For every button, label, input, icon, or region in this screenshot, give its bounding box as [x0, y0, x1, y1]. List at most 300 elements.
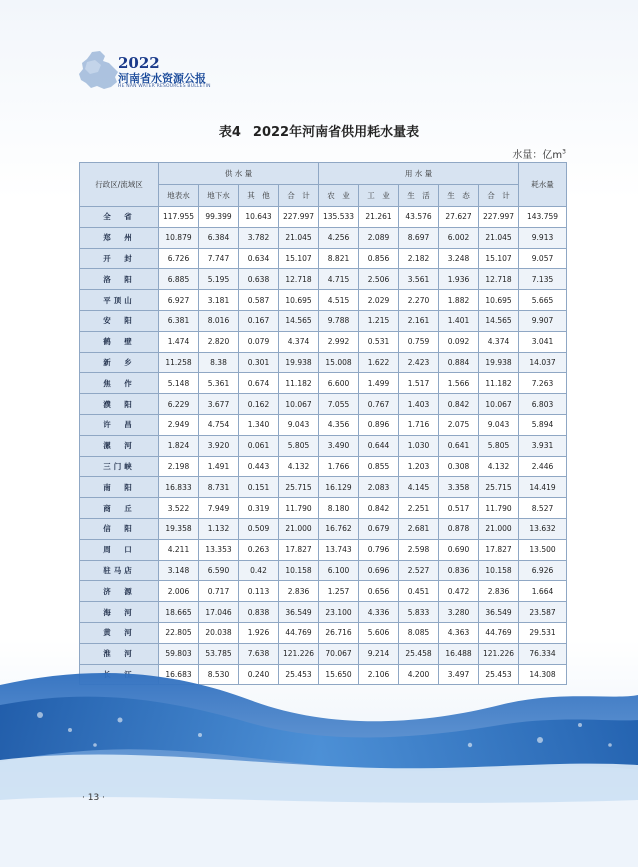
- value-cell: 5.361: [199, 373, 239, 394]
- value-cell: 1.716: [399, 414, 439, 435]
- value-cell: 2.083: [359, 477, 399, 498]
- value-cell: 27.627: [439, 207, 479, 228]
- value-cell: 21.045: [279, 227, 319, 248]
- row-region-cell: 周 口: [80, 539, 159, 560]
- value-cell: 23.587: [519, 602, 567, 623]
- value-cell: 5.606: [359, 622, 399, 643]
- value-cell: 1.664: [519, 581, 567, 602]
- value-cell: 0.301: [239, 352, 279, 373]
- supply-col-header: 地表水: [159, 185, 199, 207]
- value-cell: 14.308: [519, 664, 567, 685]
- table-row: [80, 518, 567, 539]
- value-cell: 11.182: [479, 373, 519, 394]
- row-region-cell: 商 丘: [80, 498, 159, 519]
- value-cell: 1.566: [439, 373, 479, 394]
- value-cell: 0.767: [359, 394, 399, 415]
- table-row: [80, 622, 567, 643]
- value-cell: 9.057: [519, 248, 567, 269]
- value-cell: 3.041: [519, 331, 567, 352]
- value-cell: 21.045: [479, 227, 519, 248]
- value-cell: 8.016: [199, 310, 239, 331]
- value-cell: 20.038: [199, 622, 239, 643]
- region-header: 行政区/流域区: [80, 163, 159, 207]
- value-cell: 3.522: [159, 498, 199, 519]
- value-cell: 6.590: [199, 560, 239, 581]
- value-cell: 0.717: [199, 581, 239, 602]
- supply-col-header: 地下水: [199, 185, 239, 207]
- value-cell: 10.158: [479, 560, 519, 581]
- row-region-cell: 淮 河: [80, 643, 159, 664]
- value-cell: 227.997: [279, 207, 319, 228]
- value-cell: 0.162: [239, 394, 279, 415]
- value-cell: 1.882: [439, 290, 479, 311]
- value-cell: 43.576: [399, 207, 439, 228]
- value-cell: 10.067: [479, 394, 519, 415]
- value-cell: 3.490: [319, 435, 359, 456]
- value-cell: 1.474: [159, 331, 199, 352]
- value-cell: 9.788: [319, 310, 359, 331]
- value-cell: 13.632: [519, 518, 567, 539]
- value-cell: 1.132: [199, 518, 239, 539]
- value-cell: 3.677: [199, 394, 239, 415]
- row-region-cell: 三门峡: [80, 456, 159, 477]
- value-cell: 9.043: [279, 414, 319, 435]
- value-cell: 25.458: [399, 643, 439, 664]
- value-cell: 121.226: [279, 643, 319, 664]
- value-cell: 5.833: [399, 602, 439, 623]
- value-cell: 1.936: [439, 269, 479, 290]
- value-cell: 1.215: [359, 310, 399, 331]
- value-cell: 14.037: [519, 352, 567, 373]
- bulletin-subtitle: HE NAN WATER RESOURCES BULLETIN: [118, 84, 211, 89]
- value-cell: 0.443: [239, 456, 279, 477]
- value-cell: 0.836: [439, 560, 479, 581]
- row-region-cell: 开 封: [80, 248, 159, 269]
- value-cell: 6.726: [159, 248, 199, 269]
- value-cell: 0.679: [359, 518, 399, 539]
- value-cell: 6.229: [159, 394, 199, 415]
- value-cell: 2.198: [159, 456, 199, 477]
- value-cell: 2.949: [159, 414, 199, 435]
- value-cell: 17.046: [199, 602, 239, 623]
- value-cell: 0.674: [239, 373, 279, 394]
- row-region-cell: 鹤 壁: [80, 331, 159, 352]
- value-cell: 4.374: [479, 331, 519, 352]
- henan-map-icon: [78, 50, 120, 90]
- value-cell: 5.195: [199, 269, 239, 290]
- value-cell: 0.167: [239, 310, 279, 331]
- value-cell: 21.261: [359, 207, 399, 228]
- table-row: [80, 539, 567, 560]
- value-cell: 8.527: [519, 498, 567, 519]
- bulletin-title: 河南省水资源公报: [118, 72, 206, 85]
- value-cell: 19.938: [479, 352, 519, 373]
- value-cell: 14.565: [279, 310, 319, 331]
- value-cell: 2.598: [399, 539, 439, 560]
- table-row: [80, 373, 567, 394]
- value-cell: 3.280: [439, 602, 479, 623]
- table-row: [80, 414, 567, 435]
- value-cell: 0.092: [439, 331, 479, 352]
- table-row: [80, 352, 567, 373]
- page-number: · 13 ·: [82, 793, 105, 803]
- value-cell: 4.374: [279, 331, 319, 352]
- value-cell: 2.836: [479, 581, 519, 602]
- value-cell: 3.931: [519, 435, 567, 456]
- value-cell: 14.565: [479, 310, 519, 331]
- value-cell: 5.665: [519, 290, 567, 311]
- value-cell: 4.363: [439, 622, 479, 643]
- value-cell: 0.587: [239, 290, 279, 311]
- value-cell: 1.766: [319, 456, 359, 477]
- value-cell: 13.353: [199, 539, 239, 560]
- value-cell: 59.803: [159, 643, 199, 664]
- value-cell: 70.067: [319, 643, 359, 664]
- value-cell: 10.879: [159, 227, 199, 248]
- value-cell: 0.884: [439, 352, 479, 373]
- value-cell: 2.527: [399, 560, 439, 581]
- value-cell: 7.949: [199, 498, 239, 519]
- table-row: [80, 269, 567, 290]
- value-cell: 15.008: [319, 352, 359, 373]
- value-cell: 5.894: [519, 414, 567, 435]
- value-cell: 11.790: [279, 498, 319, 519]
- value-cell: 2.251: [399, 498, 439, 519]
- value-cell: 0.856: [359, 248, 399, 269]
- value-cell: 8.697: [399, 227, 439, 248]
- value-cell: 6.384: [199, 227, 239, 248]
- value-cell: 1.926: [239, 622, 279, 643]
- value-cell: 0.878: [439, 518, 479, 539]
- value-cell: 16.129: [319, 477, 359, 498]
- value-cell: 25.453: [479, 664, 519, 685]
- value-cell: 23.100: [319, 602, 359, 623]
- value-cell: 53.785: [199, 643, 239, 664]
- value-cell: 18.665: [159, 602, 199, 623]
- table-row: [80, 248, 567, 269]
- value-cell: 26.716: [319, 622, 359, 643]
- value-cell: 0.319: [239, 498, 279, 519]
- value-cell: 2.820: [199, 331, 239, 352]
- value-cell: 29.531: [519, 622, 567, 643]
- value-cell: 0.855: [359, 456, 399, 477]
- value-cell: 19.938: [279, 352, 319, 373]
- value-cell: 3.181: [199, 290, 239, 311]
- value-cell: 11.182: [279, 373, 319, 394]
- value-cell: 44.769: [479, 622, 519, 643]
- table-row: [80, 435, 567, 456]
- value-cell: 19.358: [159, 518, 199, 539]
- value-cell: 1.203: [399, 456, 439, 477]
- use-group-header: 用 水 量: [319, 163, 519, 185]
- use-col-header: 工 业: [359, 185, 399, 207]
- value-cell: 6.803: [519, 394, 567, 415]
- value-cell: 6.926: [519, 560, 567, 581]
- table-row: [80, 498, 567, 519]
- value-cell: 227.997: [479, 207, 519, 228]
- use-col-header: 生 态: [439, 185, 479, 207]
- unit-superscript: 3: [562, 148, 566, 156]
- value-cell: 0.838: [239, 602, 279, 623]
- value-cell: 36.549: [479, 602, 519, 623]
- value-cell: 8.731: [199, 477, 239, 498]
- value-cell: 9.043: [479, 414, 519, 435]
- value-cell: 4.515: [319, 290, 359, 311]
- value-cell: 10.695: [479, 290, 519, 311]
- table-row: [80, 207, 567, 228]
- value-cell: 2.089: [359, 227, 399, 248]
- value-cell: 6.381: [159, 310, 199, 331]
- value-cell: 0.240: [239, 664, 279, 685]
- value-cell: 21.000: [279, 518, 319, 539]
- value-cell: 3.561: [399, 269, 439, 290]
- value-cell: 6.885: [159, 269, 199, 290]
- row-region-cell: 信 阳: [80, 518, 159, 539]
- value-cell: 2.270: [399, 290, 439, 311]
- use-col-header: 农 业: [319, 185, 359, 207]
- value-cell: 2.681: [399, 518, 439, 539]
- value-cell: 0.759: [399, 331, 439, 352]
- value-cell: 2.836: [279, 581, 319, 602]
- consumption-header: 耗水量: [519, 163, 567, 207]
- value-cell: 1.403: [399, 394, 439, 415]
- value-cell: 135.533: [319, 207, 359, 228]
- water-wave-decoration: [0, 650, 638, 867]
- value-cell: 9.913: [519, 227, 567, 248]
- value-cell: 44.769: [279, 622, 319, 643]
- value-cell: 15.650: [319, 664, 359, 685]
- value-cell: 4.256: [319, 227, 359, 248]
- table-row: [80, 560, 567, 581]
- row-region-cell: 许 昌: [80, 414, 159, 435]
- value-cell: 0.061: [239, 435, 279, 456]
- value-cell: 0.796: [359, 539, 399, 560]
- value-cell: 0.451: [399, 581, 439, 602]
- value-cell: 1.491: [199, 456, 239, 477]
- value-cell: 14.419: [519, 477, 567, 498]
- value-cell: 4.754: [199, 414, 239, 435]
- table-header: [80, 163, 567, 207]
- value-cell: 0.638: [239, 269, 279, 290]
- table-caption: 2022年河南省供用耗水量表: [252, 125, 420, 140]
- unit-label: [512, 146, 566, 161]
- value-cell: 2.006: [159, 581, 199, 602]
- row-region-cell: 济 源: [80, 581, 159, 602]
- value-cell: 8.085: [399, 622, 439, 643]
- value-cell: 0.263: [239, 539, 279, 560]
- value-cell: 6.927: [159, 290, 199, 311]
- value-cell: 9.214: [359, 643, 399, 664]
- value-cell: 2.423: [399, 352, 439, 373]
- value-cell: 3.358: [439, 477, 479, 498]
- value-cell: 15.107: [279, 248, 319, 269]
- table-row: [80, 331, 567, 352]
- value-cell: 99.399: [199, 207, 239, 228]
- value-cell: 1.824: [159, 435, 199, 456]
- value-cell: 2.106: [359, 664, 399, 685]
- value-cell: 7.055: [319, 394, 359, 415]
- value-cell: 4.132: [479, 456, 519, 477]
- value-cell: 16.488: [439, 643, 479, 664]
- value-cell: 0.842: [439, 394, 479, 415]
- table-number: 表4: [218, 125, 241, 140]
- value-cell: 2.182: [399, 248, 439, 269]
- value-cell: 13.500: [519, 539, 567, 560]
- value-cell: 2.992: [319, 331, 359, 352]
- value-cell: 0.079: [239, 331, 279, 352]
- table-row: [80, 456, 567, 477]
- value-cell: 3.248: [439, 248, 479, 269]
- value-cell: 6.002: [439, 227, 479, 248]
- row-region-cell: 平顶山: [80, 290, 159, 311]
- table-title: [0, 121, 638, 140]
- value-cell: 0.113: [239, 581, 279, 602]
- value-cell: 76.334: [519, 643, 567, 664]
- supply-group-header: 供 水 量: [159, 163, 319, 185]
- value-cell: 4.715: [319, 269, 359, 290]
- value-cell: 2.446: [519, 456, 567, 477]
- value-cell: 4.336: [359, 602, 399, 623]
- value-cell: 1.340: [239, 414, 279, 435]
- value-cell: 4.356: [319, 414, 359, 435]
- value-cell: 8.530: [199, 664, 239, 685]
- row-region-cell: 全 省: [80, 207, 159, 228]
- table-body: [80, 207, 567, 685]
- water-supply-use-table: [79, 162, 567, 685]
- value-cell: 3.920: [199, 435, 239, 456]
- value-cell: 6.600: [319, 373, 359, 394]
- value-cell: 10.695: [279, 290, 319, 311]
- value-cell: 10.643: [239, 207, 279, 228]
- value-cell: 17.827: [279, 539, 319, 560]
- table-row: [80, 227, 567, 248]
- table-row: [80, 290, 567, 311]
- table-row: [80, 310, 567, 331]
- value-cell: 12.718: [479, 269, 519, 290]
- value-cell: 15.107: [479, 248, 519, 269]
- value-cell: 7.638: [239, 643, 279, 664]
- value-cell: 6.100: [319, 560, 359, 581]
- value-cell: 10.158: [279, 560, 319, 581]
- value-cell: 8.38: [199, 352, 239, 373]
- row-region-cell: 南 阳: [80, 477, 159, 498]
- value-cell: 25.715: [479, 477, 519, 498]
- table-row: [80, 477, 567, 498]
- value-cell: 11.790: [479, 498, 519, 519]
- value-cell: 1.517: [399, 373, 439, 394]
- value-cell: 9.907: [519, 310, 567, 331]
- value-cell: 16.833: [159, 477, 199, 498]
- value-cell: 5.805: [279, 435, 319, 456]
- table-row: [80, 602, 567, 623]
- value-cell: 7.135: [519, 269, 567, 290]
- value-cell: 2.075: [439, 414, 479, 435]
- value-cell: 0.696: [359, 560, 399, 581]
- row-region-cell: 安 阳: [80, 310, 159, 331]
- value-cell: 3.148: [159, 560, 199, 581]
- value-cell: 1.030: [399, 435, 439, 456]
- use-col-header: 生 活: [399, 185, 439, 207]
- value-cell: 2.029: [359, 290, 399, 311]
- value-cell: 2.161: [399, 310, 439, 331]
- supply-col-header: 合 计: [279, 185, 319, 207]
- value-cell: 1.622: [359, 352, 399, 373]
- value-cell: 0.644: [359, 435, 399, 456]
- value-cell: 12.718: [279, 269, 319, 290]
- value-cell: 5.805: [479, 435, 519, 456]
- value-cell: 17.827: [479, 539, 519, 560]
- value-cell: 117.955: [159, 207, 199, 228]
- row-region-cell: 焦 作: [80, 373, 159, 394]
- value-cell: 0.42: [239, 560, 279, 581]
- value-cell: 0.842: [359, 498, 399, 519]
- value-cell: 4.145: [399, 477, 439, 498]
- value-cell: 8.180: [319, 498, 359, 519]
- value-cell: 3.497: [439, 664, 479, 685]
- row-region-cell: 黄 河: [80, 622, 159, 643]
- row-region-cell: 新 乡: [80, 352, 159, 373]
- value-cell: 0.517: [439, 498, 479, 519]
- use-col-header: 合 计: [479, 185, 519, 207]
- value-cell: 11.258: [159, 352, 199, 373]
- value-cell: 0.509: [239, 518, 279, 539]
- unit-text: 水量：亿m: [512, 150, 563, 161]
- value-cell: 1.257: [319, 581, 359, 602]
- value-cell: 0.531: [359, 331, 399, 352]
- value-cell: 7.263: [519, 373, 567, 394]
- value-cell: 21.000: [479, 518, 519, 539]
- value-cell: 0.641: [439, 435, 479, 456]
- value-cell: 0.308: [439, 456, 479, 477]
- value-cell: 8.821: [319, 248, 359, 269]
- value-cell: 1.401: [439, 310, 479, 331]
- value-cell: 7.747: [199, 248, 239, 269]
- table-row: [80, 394, 567, 415]
- value-cell: 121.226: [479, 643, 519, 664]
- supply-col-header: 其 他: [239, 185, 279, 207]
- value-cell: 10.067: [279, 394, 319, 415]
- value-cell: 4.211: [159, 539, 199, 560]
- row-region-cell: 洛 阳: [80, 269, 159, 290]
- value-cell: 5.148: [159, 373, 199, 394]
- value-cell: 143.759: [519, 207, 567, 228]
- bulletin-header: [78, 50, 278, 94]
- value-cell: 13.743: [319, 539, 359, 560]
- value-cell: 4.132: [279, 456, 319, 477]
- bulletin-year: 2022: [118, 54, 160, 72]
- value-cell: 25.715: [279, 477, 319, 498]
- value-cell: 22.805: [159, 622, 199, 643]
- value-cell: 3.782: [239, 227, 279, 248]
- row-region-cell: 海 河: [80, 602, 159, 623]
- value-cell: 0.151: [239, 477, 279, 498]
- value-cell: 0.634: [239, 248, 279, 269]
- value-cell: 0.656: [359, 581, 399, 602]
- value-cell: 16.762: [319, 518, 359, 539]
- value-cell: 0.472: [439, 581, 479, 602]
- value-cell: 16.683: [159, 664, 199, 685]
- row-region-cell: 漯 河: [80, 435, 159, 456]
- value-cell: 25.453: [279, 664, 319, 685]
- value-cell: 1.499: [359, 373, 399, 394]
- table-row: [80, 581, 567, 602]
- value-cell: 36.549: [279, 602, 319, 623]
- value-cell: 2.506: [359, 269, 399, 290]
- row-region-cell: 郑 州: [80, 227, 159, 248]
- row-region-cell: 濮 阳: [80, 394, 159, 415]
- value-cell: 4.200: [399, 664, 439, 685]
- row-region-cell: 驻马店: [80, 560, 159, 581]
